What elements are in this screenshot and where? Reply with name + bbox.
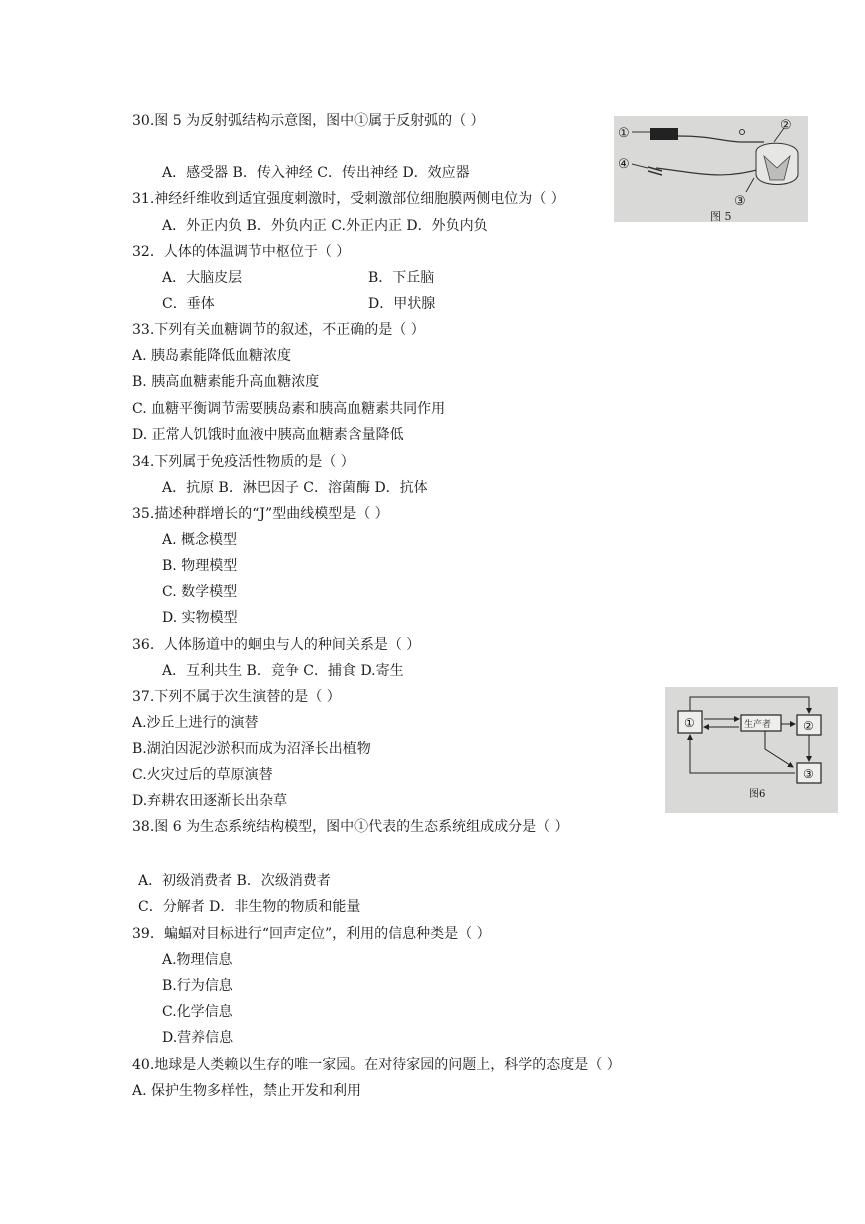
q38-options-ab: A．初级消费者 B．次级消费者 <box>138 873 331 889</box>
fig6-node-2: ② <box>803 719 814 733</box>
fig5-label-3: ③ <box>734 194 746 209</box>
reflex-arc-diagram <box>614 116 808 222</box>
question-37: 37.下列不属于次生演替的是（ ） <box>132 689 341 705</box>
q32-option-c: C．垂体 <box>162 296 215 312</box>
arrow-producer-to-3 <box>765 731 793 767</box>
efferent-nerve <box>656 168 764 175</box>
effector-shape-2 <box>648 171 662 175</box>
q31-options: A．外正内负 B．外负内正 C.外正内正 D．外负内负 <box>162 218 488 234</box>
question-34: 34.下列属于免疫活性物质的是（ ） <box>132 454 355 470</box>
q39-option-b: B.行为信息 <box>162 978 233 994</box>
q37-option-a: A.沙丘上进行的演替 <box>132 715 259 731</box>
q33-option-d: D. 正常人饥饿时血液中胰高血糖素含量降低 <box>132 427 404 443</box>
fig6-node-producer: 生产者 <box>744 720 772 730</box>
question-33: 33.下列有关血糖调节的叙述，不正确的是（ ） <box>132 322 425 338</box>
q40-option-a: A. 保护生物多样性，禁止开发和利用 <box>132 1083 362 1099</box>
q35-option-c: C. 数学模型 <box>162 584 238 600</box>
q30-options: A．感受器 B．传入神经 C．传出神经 D．效应器 <box>162 165 470 181</box>
question-38: 38.图 6 为生态系统结构模型，图中①代表的生态系统组成成分是（ ） <box>132 819 569 835</box>
question-40: 40.地球是人类赖以生存的唯一家园。在对待家园的问题上，科学的态度是（ ） <box>132 1057 621 1073</box>
q33-option-c: C. 血糖平衡调节需要胰岛素和胰高血糖素共同作用 <box>132 401 446 417</box>
fig5-label-4: ④ <box>618 157 630 172</box>
figure-6-ecosystem-model <box>665 687 838 813</box>
q35-option-b: B. 物理模型 <box>162 558 238 574</box>
q39-option-a: A.物理信息 <box>162 952 233 968</box>
leader-line-3 <box>746 178 754 192</box>
ecosystem-diagram <box>665 687 838 813</box>
arrow-1-to-2-top <box>690 697 809 713</box>
q32-option-a: A．大脑皮层 <box>162 270 243 286</box>
q33-option-b: B. 胰高血糖素能升高血糖浓度 <box>132 374 320 390</box>
fig6-node-1: ① <box>684 716 695 730</box>
q35-option-a: A. 概念模型 <box>162 532 238 548</box>
question-32: 32．人体的体温调节中枢位于（ ） <box>132 244 351 260</box>
q32-option-b: B．下丘脑 <box>368 270 435 286</box>
fig5-label-1: ① <box>618 126 630 141</box>
question-35: 35.描述种群增长的“J”型曲线模型是（ ） <box>132 506 389 522</box>
q39-option-d: D.营养信息 <box>162 1030 234 1046</box>
arrow-3-to-1 <box>690 735 795 773</box>
q35-option-d: D. 实物模型 <box>162 610 238 626</box>
question-36: 36．人体肠道中的蛔虫与人的种间关系是（ ） <box>132 637 421 653</box>
fig5-caption: 图 5 <box>710 210 732 222</box>
receptor-shape <box>650 128 678 140</box>
q37-option-c: C.火灾过后的草原演替 <box>132 767 273 783</box>
q33-option-a: A. 胰岛素能降低血糖浓度 <box>132 348 292 364</box>
fig6-caption: 图6 <box>749 789 766 800</box>
q36-options: A．互利共生 B．竞争 C．捕食 D.寄生 <box>162 663 404 679</box>
q38-options-cd: C．分解者 D．非生物的物质和能量 <box>138 899 361 915</box>
question-39: 39．蝙蝠对目标进行“回声定位”，利用的信息种类是（ ） <box>132 926 491 942</box>
afferent-nerve <box>678 136 764 142</box>
q37-option-d: D.弃耕农田逐渐长出杂草 <box>132 793 288 809</box>
leader-line-4 <box>632 164 648 168</box>
fig5-label-2: ② <box>780 118 792 133</box>
question-31: 31.神经纤维收到适宜强度刺激时，受刺激部位细胞膜两侧电位为（ ） <box>132 191 565 207</box>
ganglion-shape <box>740 130 745 135</box>
q39-option-c: C.化学信息 <box>162 1004 233 1020</box>
question-30: 30.图 5 为反射弧结构示意图，图中①属于反射弧的（ ） <box>132 113 485 129</box>
q37-option-b: B.湖泊因泥沙淤积而成为沼泽长出植物 <box>132 741 371 757</box>
q34-options: A．抗原 B．淋巴因子 C．溶菌酶 D．抗体 <box>162 480 428 496</box>
figure-5-reflex-arc <box>614 116 808 222</box>
fig6-node-3: ③ <box>803 767 814 781</box>
q32-option-d: D．甲状腺 <box>368 296 436 312</box>
